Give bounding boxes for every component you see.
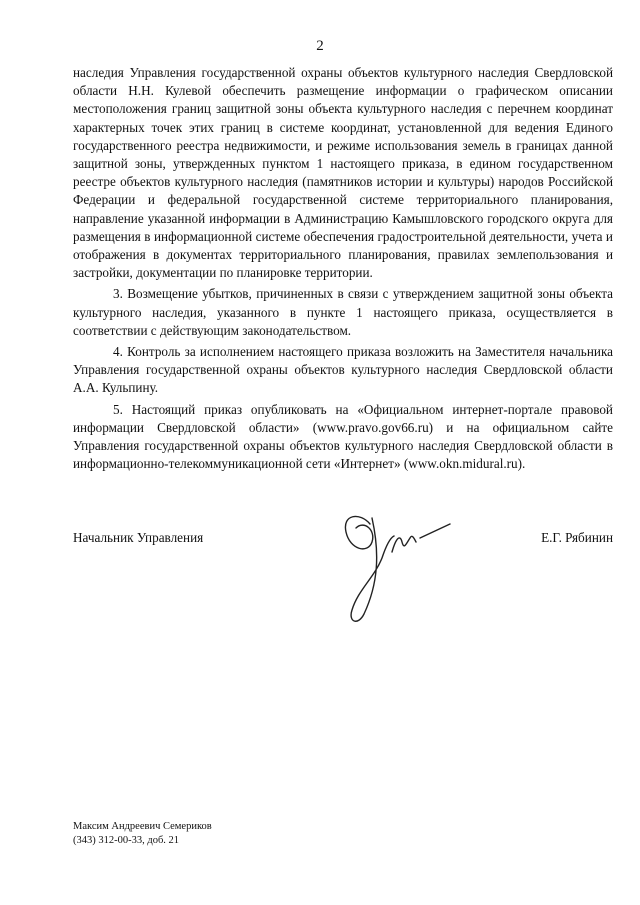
handwritten-signature [320, 494, 460, 634]
executor-name: Максим Андреевич Семериков [73, 821, 212, 832]
signer-title: Начальник Управления [73, 530, 204, 545]
executor-phone: (343) 312-00-33, доб. 21 [73, 835, 180, 846]
executor-info [73, 820, 212, 848]
paragraph-5: 5. Настоящий приказ опубликовать на «Официальном интернет-портале правовой информации Свердловской области» (www.pravo.gov66.ru) и на официальном сайте Управления государственной охраны объектов культурного наследия Свердловской области в информационно-телекоммуникационной сети «Интернет» (www.okn.midural.ru). [73, 401, 613, 472]
signer-name: Е.Г. Рябинин [541, 530, 613, 545]
paragraph-3: 3. Возмещение убытков, причиненных в связи с утверждением защитной зоны объекта культурного наследия, указанного в пункте 1 настоящего приказа, осуществляется в соответствии с действующим законодательством. [73, 286, 613, 338]
paragraph-4: 4. Контроль за исполнением настоящего приказа возложить на Заместителя начальника Управления государственной охраны объектов культурного наследия Свердловской области А.А. Кульпину. [73, 344, 613, 396]
page-number: 2 [316, 38, 324, 54]
paragraph-continuation: наследия Управления государственной охраны объектов культурного наследия Свердловской области Н.Н. Кулевой обеспечить размещение информации о графическом описании местоположения границ защитной зоны объекта культурного наследия с перечнем координат характерных точек этих границ в системе координат, установленной для ведения Единого государственного реестра недвижимости, и режиме использования земель в границах данной защитной зоны, утвержденных пунктом 1 настоящего приказа, в едином государственном реестре объектов культурного наследия (памятников истории и культуры) народов Российской Федерации и федеральной государственной системе территориального планирования, направление указанной информации в Администрацию Камышловского городского округа для размещения в информационной системе обеспечения градостроительной деятельности, учета и отображения в документах территориального планирования, правилах землепользования и застройки, документации по планировке территории. [73, 65, 613, 281]
document-body [73, 64, 613, 473]
